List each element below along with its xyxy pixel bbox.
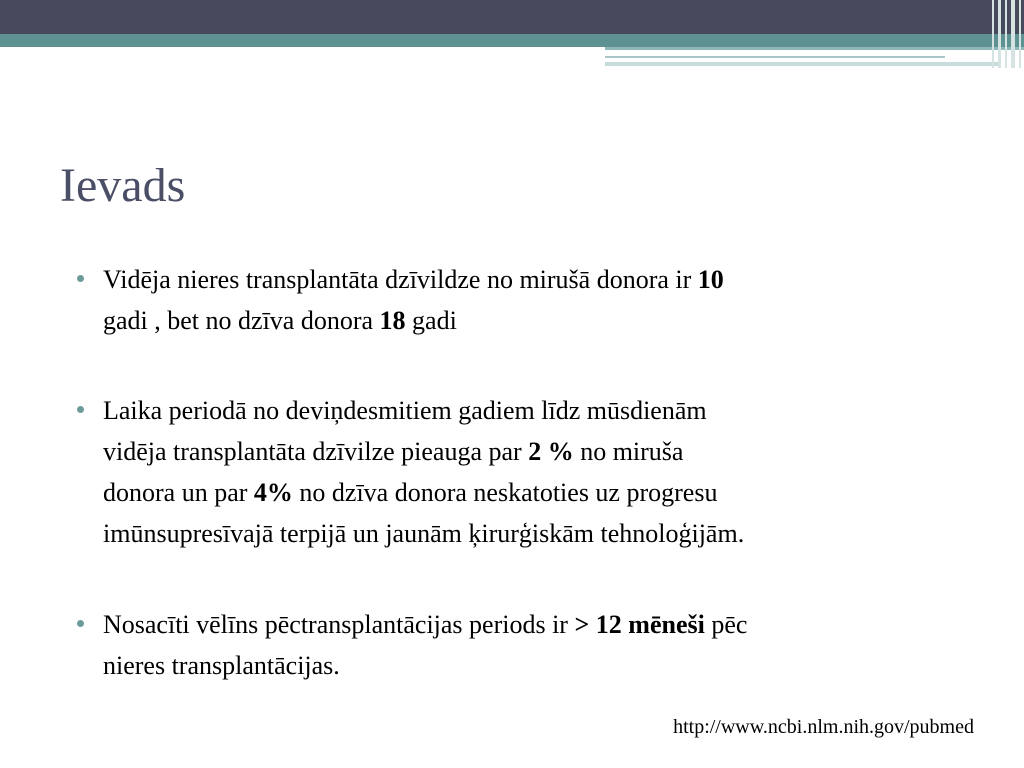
header-vertical-stripes xyxy=(992,0,1024,68)
header-stripe xyxy=(1019,0,1021,68)
bullet-dot-icon xyxy=(77,275,84,282)
bullet-text: Laika periodā no deviņdesmitiem gadiem līdz mūsdienām vidēja transplantāta dzīvilze pieauga par 2 % no miruša donora un par 4% no dzīva donora neskatoties uz progresu imūnsupresīvajā terpijā un jaunām ķirurģiskām tehnoloģijām. xyxy=(103,396,745,548)
header-teal-bar xyxy=(0,34,1024,47)
header-teal-accent xyxy=(605,47,1024,50)
bullet-text: Nosacīti vēlīns pēctransplantācijas periods ir > 12 mēneši pēc nieres transplantācijas. xyxy=(103,610,748,680)
header-stripe xyxy=(992,0,994,68)
bullet-dot-icon xyxy=(77,620,84,627)
header-stripe xyxy=(998,0,1001,68)
header-line-upper xyxy=(605,56,945,58)
header-dark-bar xyxy=(0,0,1024,34)
header-stripe xyxy=(1005,0,1007,68)
slide-title: Ievads xyxy=(60,159,186,212)
bullet-dot-icon xyxy=(77,406,84,413)
header-line-lower xyxy=(605,62,1000,66)
source-link[interactable]: http://www.ncbi.nlm.nih.gov/pubmed xyxy=(673,716,974,738)
header-stripe xyxy=(1011,0,1015,68)
bullet-text: Vidēja nieres transplantāta dzīvildze no mirušā donora ir 10 gadi , bet no dzīva donora 18 gadi xyxy=(103,265,724,335)
